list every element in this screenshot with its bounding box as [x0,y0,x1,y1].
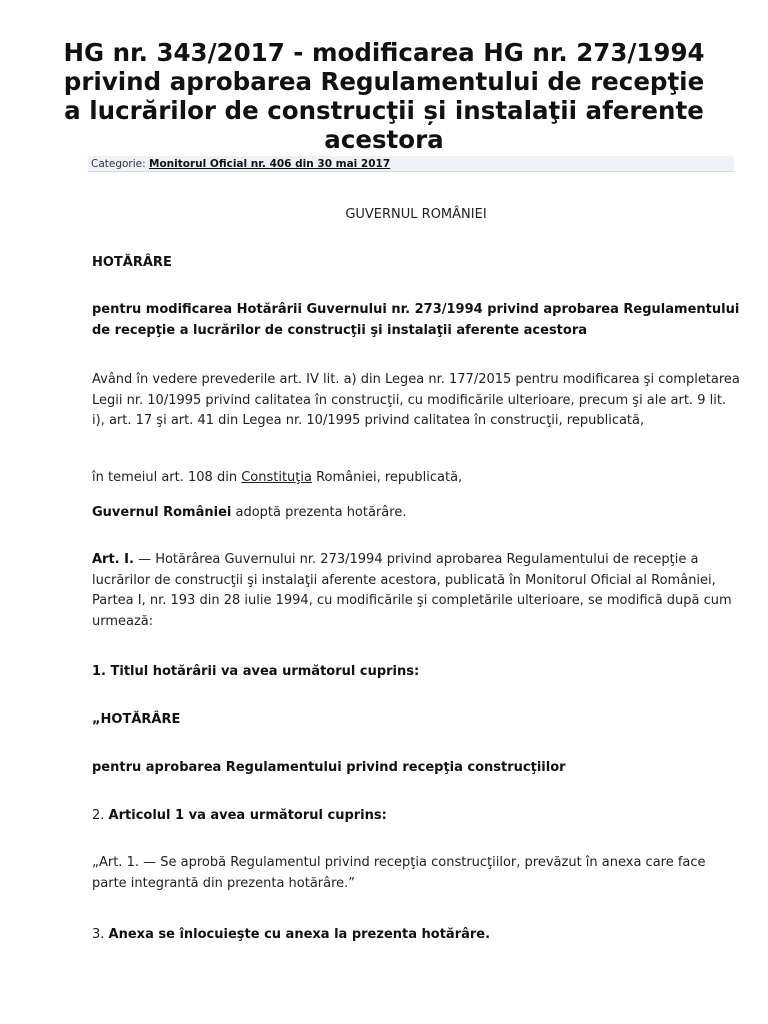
article-1-text: — Hotărârea Guvernului nr. 273/1994 privind aprobarea Regulamentului de recepţie a lucrărilor de construcţii şi instalaţii aferente acestora, publicată în Monitorul Oficial al României, Partea I, nr. 193 din 28 iulie 1994, cu modificările şi completările ulterioare, se modifică după cum urmează: [92,552,732,629]
adoption-subject: Guvernul României [92,505,232,520]
issuer-heading: GUVERNUL ROMÂNIEI [345,207,487,222]
quoted-article-1: „Art. 1. — Se aprobă Regulamentul privind recepţia construcţiilor, prevăzut în anexa care face parte integrantă din prezenta hotărâre.” [92,855,706,891]
act-subject: pentru modificarea Hotărârii Guvernului nr. 273/1994 privind aprobarea Regulamentului de recepţie a lucrărilor de construcţii şi instalaţii aferente acestora [92,302,740,338]
point-2-text: Articolul 1 va avea următorul cuprins: [108,808,387,823]
point-3-text: Anexa se înlocuieşte cu anexa la prezenta hotărâre. [108,927,491,942]
legal-basis-text: în temeiul art. 108 din [92,470,242,485]
adoption-text: adoptă prezenta hotărâre. [231,505,407,520]
point-2-number: 2. [92,808,109,823]
legal-basis-text-end: României, republicată, [311,470,463,485]
act-type-heading: HOTĂRÂRE [92,255,172,270]
page-title: HG nr. 343/2017 - modificarea HG nr. 273/1994 privind aprobarea Regulamentului de recepţie a lucrărilor de construcţii și instalaţii aferente acestora [63,38,705,154]
point-3-number: 3. [92,927,109,942]
quoted-subject: pentru aprobarea Regulamentului privind recepţia construcţiilor [92,760,566,775]
article-1-paragraph [92,550,740,632]
adoption-paragraph [92,503,740,524]
category-bar [88,156,734,172]
constitution-link[interactable]: Constituţia [241,470,312,485]
category-label: Categorie: [91,158,146,170]
point-2 [92,806,740,827]
quoted-act-type: „HOTĂRÂRE [92,712,181,727]
article-1-label: Art. I. [92,552,134,567]
point-1: 1. Titlul hotărârii va avea următorul cuprins: [92,664,420,679]
legal-basis-paragraph [92,468,740,489]
point-3 [92,925,740,946]
preamble-paragraph: Având în vedere prevederile art. IV lit. a) din Legea nr. 177/2015 pentru modificarea şi completarea Legii nr. 10/1995 privind calitatea în construcţii, cu modificările ulterioare, precum şi ale art. 9 lit. i), art. 17 şi art. 41 din Legea nr. 10/1995 privind calitatea în construcţii, republicată, [92,372,740,428]
category-link[interactable]: Monitorul Oficial nr. 406 din 30 mai 2017 [149,158,391,170]
